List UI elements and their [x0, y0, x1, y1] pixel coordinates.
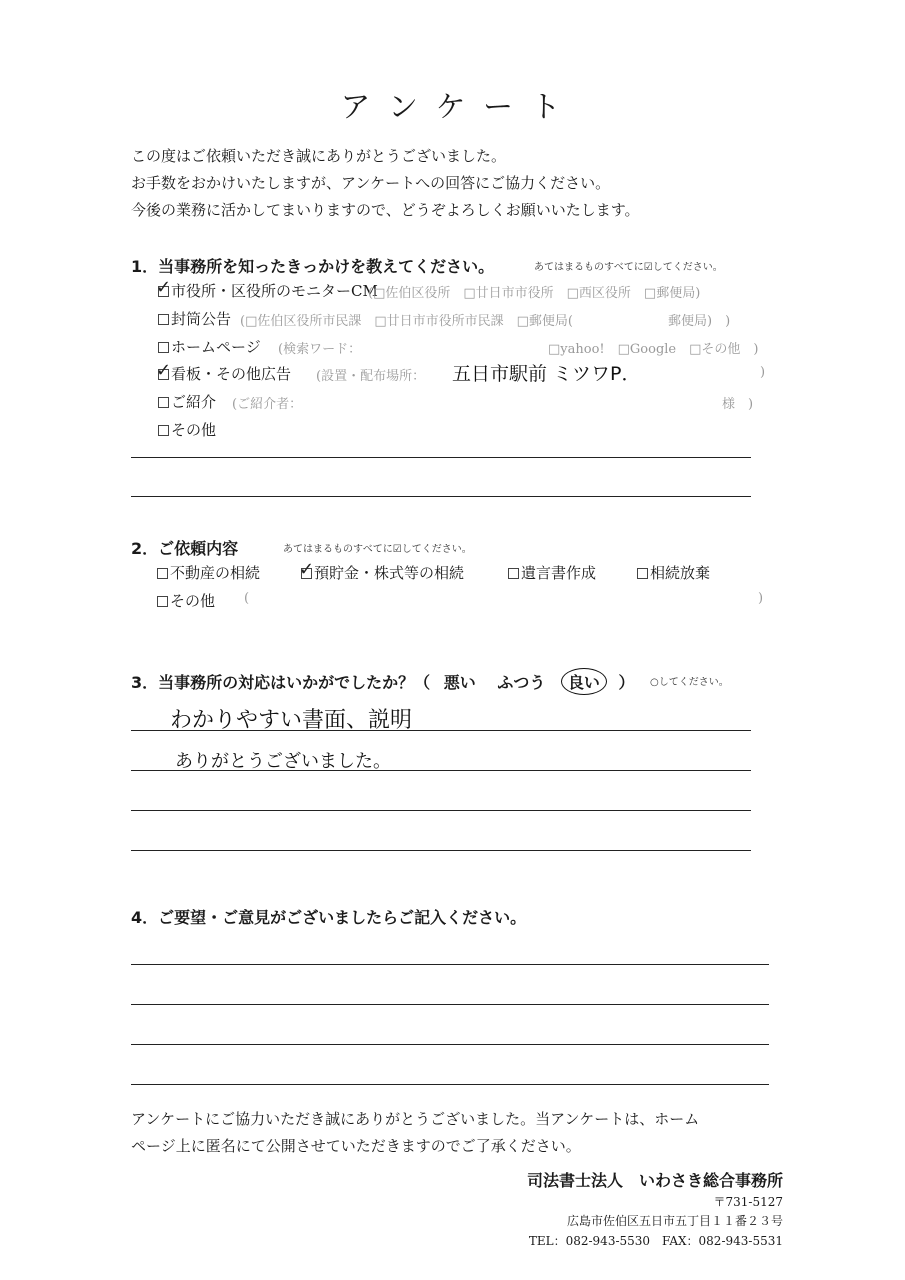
checkbox[interactable]	[156, 360, 172, 381]
q1-option-referral-detail: (ご紹介者：	[232, 397, 303, 412]
q1-option-envelope-detail-end: 郵便局) )	[668, 314, 731, 329]
footer-text-line-1: アンケートにご協力いただき誠にありがとうございました。当アンケートは、ホーム	[131, 1110, 700, 1128]
q1-option-envelope[interactable]	[158, 308, 231, 329]
intro-line-2: お手数をおかけいたしますが、アンケートへの回答にご協力ください。	[131, 174, 611, 192]
footer-text-line-2: ページ上に匿名にて公開させていただきますのでご了承ください。	[131, 1137, 581, 1155]
q2-option-label: 相続放棄	[650, 564, 711, 582]
office-address: 広島市佐伯区五日市五丁目１１番２３号	[566, 1214, 783, 1228]
q1-option-homepage-detail: (検索ワード：	[278, 342, 362, 357]
checkbox[interactable]	[637, 568, 648, 579]
q2-other-open-paren: (	[244, 591, 250, 606]
q2-note: あてはまるものすべてに☑してください。	[283, 544, 472, 555]
q3-answer-line	[131, 730, 751, 731]
q3-answer-line	[131, 770, 751, 771]
q1-option-cm[interactable]	[156, 277, 378, 301]
q1-option-homepage[interactable]	[158, 336, 261, 357]
checkbox[interactable]	[158, 314, 169, 325]
q3-question: 3．当事務所の対応はいかがでしたか？（	[131, 673, 431, 692]
intro-line-1: この度はご依頼いただき誠にありがとうございました。	[131, 147, 507, 165]
checkmark-icon: ✓	[156, 360, 172, 381]
q3-answer-line-1: わかりやすい書面、説明	[170, 708, 413, 733]
q2-other-close-paren: )	[758, 591, 764, 606]
q3-choice-normal[interactable]: ふつう	[497, 673, 546, 692]
q2-option-will[interactable]	[508, 562, 596, 583]
q1-signboard-handwritten: 五日市駅前 ミツワP．	[452, 363, 641, 385]
q1-option-referral-detail-end: 様 )	[722, 397, 754, 412]
q1-answer-line	[131, 457, 751, 458]
checkbox[interactable]	[158, 397, 169, 408]
q2-option-label: その他	[170, 592, 216, 610]
q3-choice-bad[interactable]: 悪い	[443, 673, 476, 692]
checkbox[interactable]	[158, 425, 169, 436]
checkbox[interactable]	[156, 277, 172, 298]
q3-note: ○してください。	[650, 677, 729, 688]
q3-heading	[131, 668, 635, 695]
checkmark-icon: ✓	[156, 277, 172, 298]
q2-option-savings[interactable]	[299, 559, 465, 583]
page-title: ア ン ケ ー ト	[340, 90, 565, 125]
q1-option-other[interactable]	[158, 419, 216, 440]
q3-answer-line	[131, 810, 751, 811]
q4-answer-line	[131, 964, 769, 965]
q1-option-cm-detail: (□佐伯区役所 □廿日市市役所 □西区役所 □郵便局)	[368, 286, 701, 301]
q4-answer-line	[131, 1044, 769, 1045]
q2-option-label: 遺言書作成	[521, 564, 597, 582]
q1-answer-line	[131, 496, 751, 497]
q3-close-paren: ）	[618, 673, 635, 692]
office-phone: TEL：082-943-5530 FAX：082-943-5531	[528, 1234, 783, 1248]
q1-note: あてはまるものすべてに☑してください。	[534, 262, 723, 273]
checkbox[interactable]	[157, 596, 168, 607]
intro-line-3: 今後の業務に活かしてまいりますので、どうぞよろしくお願いいたします。	[131, 201, 640, 219]
q1-option-label: ご紹介	[171, 393, 217, 411]
q1-option-signboard-detail-end: )	[760, 365, 766, 380]
checkbox[interactable]	[157, 568, 168, 579]
checkmark-icon: ✓	[299, 559, 315, 580]
q3-answer-line	[131, 850, 751, 851]
q2-option-label: 預貯金・株式等の相続	[314, 564, 465, 582]
q1-option-label: ホームページ	[171, 338, 261, 356]
q1-option-signboard-detail: (設置・配布場所：	[316, 369, 426, 384]
q3-answer-line-2: ありがとうございました。	[175, 751, 391, 772]
office-postal: 〒731-5127	[713, 1195, 783, 1209]
office-name: 司法書士法人 いわさき総合事務所	[526, 1171, 783, 1190]
q3-choice-good[interactable]: 良い	[561, 668, 607, 695]
q1-option-label: 看板・その他広告	[171, 365, 292, 383]
q2-option-renounce[interactable]	[637, 562, 710, 583]
q2-option-label: 不動産の相続	[170, 564, 261, 582]
checkbox[interactable]	[508, 568, 519, 579]
q1-option-label: 市役所・区役所のモニターCM	[171, 282, 378, 300]
q4-answer-line	[131, 1004, 769, 1005]
q4-heading: 4．ご要望・ご意見がございましたらご記入ください。	[131, 908, 527, 927]
q1-option-label: その他	[171, 421, 217, 439]
q4-answer-line	[131, 1084, 769, 1085]
q2-option-other[interactable]	[157, 590, 215, 611]
q1-heading: 1．当事務所を知ったきっかけを教えてください。	[131, 257, 495, 276]
q2-heading: 2．ご依頼内容	[131, 539, 239, 558]
q1-option-envelope-detail: (□佐伯区役所市民課 □廿日市市役所市民課 □郵便局(	[240, 314, 573, 329]
q1-option-referral[interactable]	[158, 391, 216, 412]
q1-option-signboard[interactable]	[156, 360, 292, 384]
q1-option-homepage-detail-end: □yahoo! □Google □その他 )	[548, 342, 759, 357]
q2-option-real-estate[interactable]	[157, 562, 260, 583]
checkbox[interactable]	[299, 559, 315, 580]
checkbox[interactable]	[158, 342, 169, 353]
q1-option-label: 封筒公告	[171, 310, 232, 328]
